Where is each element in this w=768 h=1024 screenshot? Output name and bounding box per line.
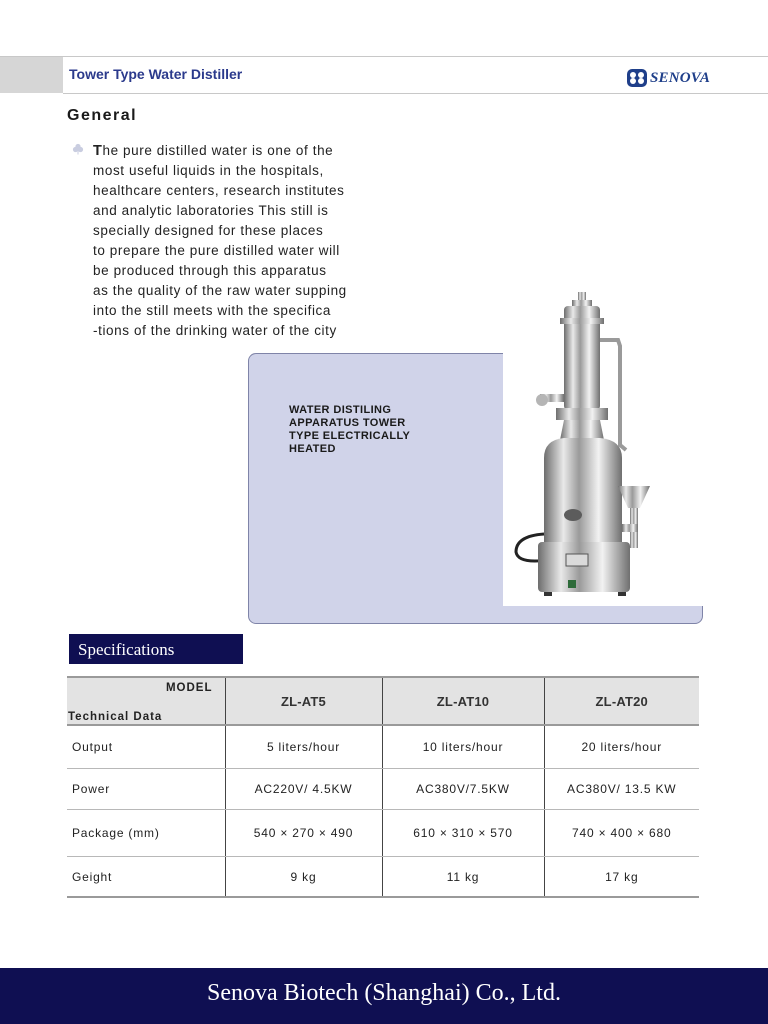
- table-row: [67, 769, 699, 810]
- row-label-weight: Geight: [67, 857, 225, 898]
- general-text-line: into the still meets with the specifica: [93, 303, 331, 318]
- model-header: ZL-AT20: [544, 677, 699, 725]
- general-text-line: most useful liquids in the hospitals,: [93, 163, 324, 178]
- general-text-line: specially designed for these places: [93, 223, 324, 238]
- table-corner-cell: [67, 677, 225, 725]
- clover-bullet-icon: [72, 143, 84, 155]
- general-text-line: -tions of the drinking water of the city: [93, 323, 337, 338]
- technical-data-corner-label: Technical Data: [68, 711, 163, 723]
- row-label-output: Output: [67, 725, 225, 769]
- table-cell: 11 kg: [382, 857, 544, 898]
- general-text-line: to prepare the pure distilled water will: [93, 243, 340, 258]
- logo-wordmark: SENOVA: [650, 69, 711, 86]
- senova-emblem-icon: [626, 68, 648, 88]
- specifications-table: [67, 676, 699, 898]
- table-cell: AC220V/ 4.5KW: [225, 769, 382, 810]
- model-header: ZL-AT10: [382, 677, 544, 725]
- general-text-line: be produced through this apparatus: [93, 263, 327, 278]
- table-header-row: [67, 677, 699, 725]
- table-cell: 9 kg: [225, 857, 382, 898]
- header-accent-block: [0, 57, 63, 93]
- header-top-rule: [0, 56, 768, 57]
- general-paragraph: [74, 141, 374, 341]
- table-cell: 740 × 400 × 680: [544, 810, 699, 857]
- table-cell: AC380V/7.5KW: [382, 769, 544, 810]
- table-cell: AC380V/ 13.5 KW: [544, 769, 699, 810]
- general-text-line: The pure distilled water is one of the: [93, 143, 334, 159]
- model-header: ZL-AT5: [225, 677, 382, 725]
- table-cell: 5 liters/hour: [225, 725, 382, 769]
- table-cell: 17 kg: [544, 857, 699, 898]
- general-text-lines: [93, 141, 374, 341]
- table-cell: 10 liters/hour: [382, 725, 544, 769]
- table-cell: 540 × 270 × 490: [225, 810, 382, 857]
- specifications-label: Specifications: [69, 634, 243, 664]
- senova-logo: [626, 66, 718, 90]
- company-footer: Senova Biotech (Shanghai) Co., Ltd.: [0, 968, 768, 1024]
- document-title: Tower Type Water Distiller: [69, 66, 243, 82]
- header-bottom-rule: [63, 93, 768, 94]
- general-text-line: and analytic laboratories This still is: [93, 203, 329, 218]
- table-cell: 20 liters/hour: [544, 725, 699, 769]
- general-text-line: healthcare centers, research institutes: [93, 183, 345, 198]
- model-corner-label: MODEL: [165, 682, 213, 694]
- row-label-package: Package (mm): [67, 810, 225, 857]
- table-row: [67, 725, 699, 769]
- general-text-line: as the quality of the raw water supping: [93, 283, 347, 298]
- table-cell: 610 × 310 × 570: [382, 810, 544, 857]
- table-row: [67, 810, 699, 857]
- drop-cap: T: [93, 143, 103, 159]
- general-heading: General: [67, 107, 138, 124]
- table-row: [67, 857, 699, 898]
- water-distiller-photo: [508, 290, 668, 606]
- product-caption: WATER DISTILING APPARATUS TOWER TYPE ELECTRICALLY HEATED: [289, 404, 411, 455]
- row-label-power: Power: [67, 769, 225, 810]
